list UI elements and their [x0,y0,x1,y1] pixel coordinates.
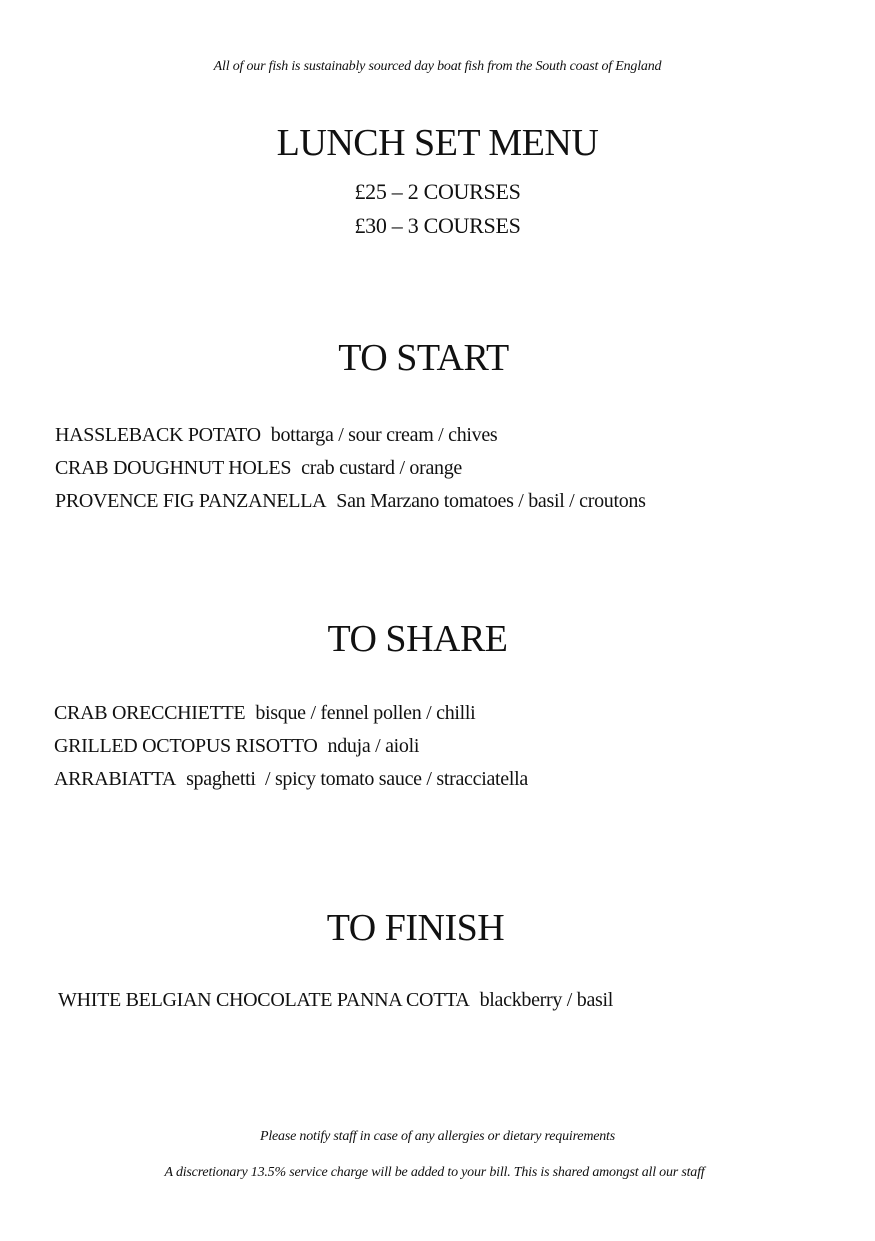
price-amount: £25 [354,179,387,204]
menu-item [55,491,646,511]
section-heading-share: TO SHARE [327,618,508,660]
dish-description: blackberry / basil [479,989,614,1011]
dish-description: crab custard / orange [301,457,463,479]
dish-name: GRILLED OCTOPUS RISOTTO [54,735,318,757]
section-heading-start: TO START [338,337,509,379]
dish-description: San Marzano tomatoes / basil / croutons [336,490,646,512]
dish-name: PROVENCE FIG PANZANELLA [55,490,327,512]
dish-name: CRAB DOUGHNUT HOLES [55,457,292,479]
dish-name: ARRABIATTA [54,768,177,790]
dish-description: spaghetti / spicy tomato sauce / stracciatella [186,768,528,790]
dish-name: CRAB ORECCHIETTE [54,702,246,724]
menu-title: LUNCH SET MENU [276,122,599,164]
menu-item [54,769,528,789]
menu-item [55,425,497,445]
dish-description: bottarga / sour cream / chives [270,424,498,446]
menu-item [54,703,475,723]
price-separator: – [391,213,403,238]
price-courses: 2 COURSES [407,179,521,204]
sustainability-note: All of our fish is sustainably sourced day boat fish from the South coast of England [213,59,662,74]
dish-description: nduja / aioli [327,735,420,757]
section-heading-finish: TO FINISH [326,907,505,949]
price-option [0,181,875,203]
dish-name: WHITE BELGIAN CHOCOLATE PANNA COTTA [58,989,470,1011]
dish-name: HASSLEBACK POTATO [55,424,261,446]
price-separator: – [391,179,403,204]
menu-item [58,990,613,1010]
menu-item [55,458,462,478]
menu-item [54,736,419,756]
allergy-note: Please notify staff in case of any allergies or dietary requirements [259,1129,615,1144]
price-amount: £30 [354,213,387,238]
service-charge-note: A discretionary 13.5% service charge will be added to your bill. This is shared amongst all our staff [164,1165,705,1180]
price-option [0,215,875,237]
dish-description: bisque / fennel pollen / chilli [255,702,476,724]
price-courses: 3 COURSES [407,213,521,238]
